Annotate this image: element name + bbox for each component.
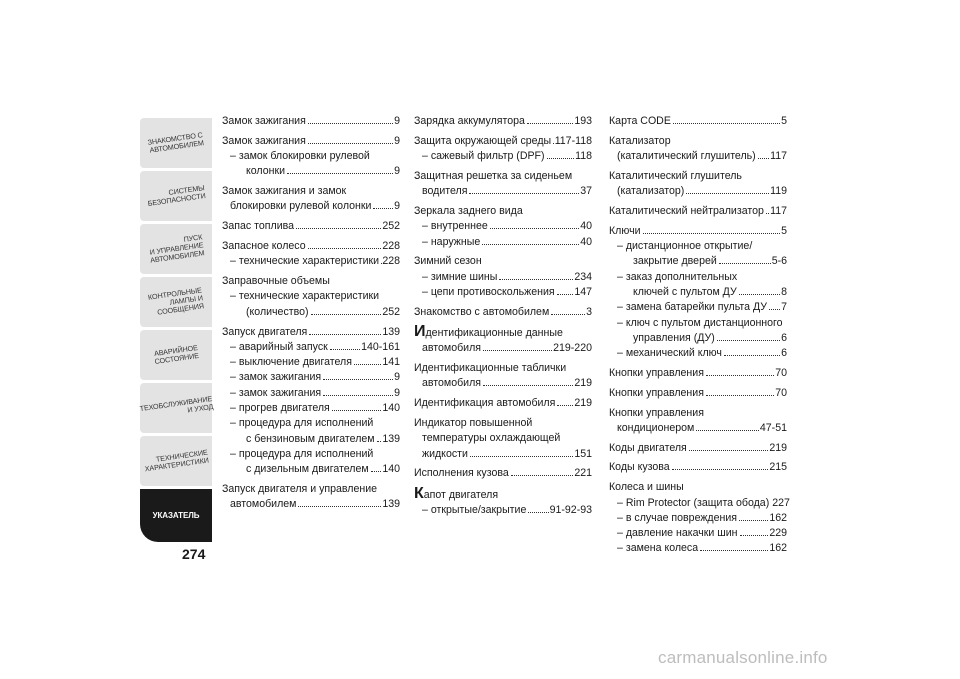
index-subentry[interactable]: – замок зажигания 9 [230,386,400,399]
index-subentry[interactable]: – Rim Protector (защита обода) 227 [617,496,790,509]
section-letter: К [414,484,424,502]
index-subentry[interactable]: – наружные 40 [422,235,592,248]
index-subentry: – заказ дополнительных [617,270,738,283]
index-entry: Идентификационные данные [414,323,563,341]
index-subentry[interactable]: ключей с пультом ДУ 8 [633,285,787,298]
index-entry: Зимний сезон [414,255,482,268]
index-subentry[interactable]: – в случае повреждения 162 [617,511,787,524]
index-entry[interactable]: водителя 37 [422,185,592,198]
index-subentry[interactable]: – замена колеса 162 [617,542,787,555]
index-entry[interactable]: Запас топлива 252 [222,220,400,233]
index-entry[interactable]: (каталитический глушитель) 117 [617,150,787,163]
tab-label: КОНТРОЛЬНЫЕ ЛАМПЫ И СООБЩЕНИЯ [147,285,205,317]
index-entry[interactable]: Запуск двигателя 139 [222,325,400,338]
index-subentry[interactable]: с бензиновым двигателем 139 [246,432,400,445]
index-entry: Колеса и шины [609,481,684,494]
index-entry[interactable]: Замок зажигания 9 [222,134,400,147]
index-entry[interactable]: Исполнения кузова 221 [414,467,592,480]
index-subentry: – процедура для исполнений [230,417,374,430]
index-subentry: – технические характеристики [230,290,380,303]
index-entry: Кнопки управления [609,406,704,419]
index-entry: Защитная решетка за сиденьем [414,169,573,182]
tab-label: АВАРИЙНОЕ СОСТОЯНИЕ [153,342,200,367]
tab-emergency[interactable] [140,330,212,380]
index-entry[interactable]: Кнопки управления 70 [609,366,787,379]
index-entry: Заправочные объемы [222,275,330,288]
index-entry: Катализатор [609,134,671,147]
index-entry[interactable]: Идентификация автомобиля 219 [414,397,592,410]
index-subentry[interactable]: – прогрев двигателя 140 [230,402,400,415]
tab-index[interactable] [140,489,212,542]
index-entry[interactable]: блокировки рулевой колонки 9 [230,200,400,213]
index-entry[interactable]: Карта CODE 5 [609,115,787,127]
index-subentry[interactable]: – механический ключ 6 [617,347,787,360]
tab-label: СИСТЕМЫ БЕЗОПАСНОСТИ [146,183,206,208]
index-entry[interactable]: Запасное колесо 228 [222,240,400,253]
sidebar-tabs [140,118,212,542]
index-entry: Замок зажигания и замок [222,185,347,198]
index-entry[interactable]: Коды двигателя 219 [609,441,787,454]
index-subentry: – ключ с пультом дистанционного [617,316,783,329]
index-subentry[interactable]: – сажевый фильтр (DPF) 118 [422,150,592,163]
tab-label: ТЕХОБСЛУЖИВАНИЕ И УХОД [138,394,214,415]
index-subentry[interactable]: – аварийный запуск 140-161 [230,340,400,353]
index-entry: Индикатор повышенной [414,417,533,430]
index-subentry[interactable]: закрытие дверей 5-6 [633,255,787,268]
index-entry: Запуск двигателя и управление [222,483,378,496]
tab-warning-lights[interactable] [140,277,212,327]
tab-label: УКАЗАТЕЛЬ [152,510,200,520]
index-subentry[interactable]: – зимние шины 234 [422,270,592,283]
index-entry[interactable]: (катализатор) 119 [617,185,787,198]
index-subentry[interactable]: (количество) 252 [246,305,400,318]
index-entry[interactable]: Знакомство с автомобилем 3 [414,305,592,318]
tab-technical-specs[interactable] [140,436,212,486]
index-subentry[interactable]: – открытые/закрытие 91-92-93 [422,504,592,517]
index-entry[interactable]: автомобиля 219 [422,377,592,390]
index-entry[interactable]: Каталитический нейтрализатор 117 [609,204,787,217]
index-subentry[interactable]: – внутреннее 40 [422,220,592,233]
index-subentry[interactable]: управления (ДУ) 6 [633,331,787,344]
section-letter: И [414,323,426,341]
index-entry[interactable]: жидкости 151 [422,447,592,460]
index-entry[interactable]: автомобиля 219-220 [422,342,592,355]
index-column-2 [414,114,592,523]
tab-label: ПУСК И УПРАВЛЕНИЕ АВТОМОБИЛЕМ [148,232,205,265]
tab-label: ТЕХНИЧЕСКИЕ ХАРАКТЕРИСТИКИ [143,447,210,474]
index-subentry: – дистанционное открытие/ [617,240,753,253]
index-column-1 [222,114,400,517]
index-entry[interactable]: Защита окружающей среды 117-118 [414,134,592,147]
index-entry: Зеркала заднего вида [414,204,523,217]
index-entry: температуры охлаждающей [422,432,561,445]
index-subentry[interactable]: – выключение двигателя 141 [230,356,400,369]
tab-label: ЗНАКОМСТВО С АВТОМОБИЛЕМ [147,130,205,155]
index-entry[interactable]: Ключи 5 [609,224,787,237]
index-subentry[interactable]: – давление накачки шин 229 [617,527,787,540]
page-number: 274 [182,546,206,562]
index-entry[interactable]: кондиционером 47-51 [617,421,787,434]
index-entry[interactable]: Коды кузова 215 [609,461,787,474]
index-subentry: – замок блокировки рулевой [230,150,370,163]
index-entry: Идентификационные таблички [414,362,567,375]
index-column-3 [609,114,790,561]
tab-safety-systems[interactable] [140,171,212,221]
watermark: carmanualsonline.info [658,648,828,667]
index-entry: Капот двигателя [414,484,499,502]
index-subentry[interactable]: с дизельным двигателем 140 [246,463,400,476]
index-subentry[interactable]: колонки 9 [246,165,400,178]
index-entry[interactable]: Замок зажигания 9 [222,115,400,127]
index-subentry[interactable]: – технические характеристики 228 [230,255,400,268]
tab-maintenance[interactable] [140,383,212,433]
tab-vehicle-intro[interactable] [140,118,212,168]
index-entry[interactable]: автомобилем 139 [230,498,400,511]
index-entry: Каталитический глушитель [609,169,742,182]
index-subentry: – процедура для исполнений [230,447,374,460]
index-subentry[interactable]: – замок зажигания 9 [230,371,400,384]
index-subentry[interactable]: – цепи противоскольжения 147 [422,285,592,298]
index-entry[interactable]: Кнопки управления 70 [609,386,787,399]
index-entry[interactable]: Зарядка аккумулятора 193 [414,115,592,127]
index-subentry[interactable]: – замена батарейки пульта ДУ 7 [617,301,787,314]
tab-starting-driving[interactable] [140,224,212,274]
